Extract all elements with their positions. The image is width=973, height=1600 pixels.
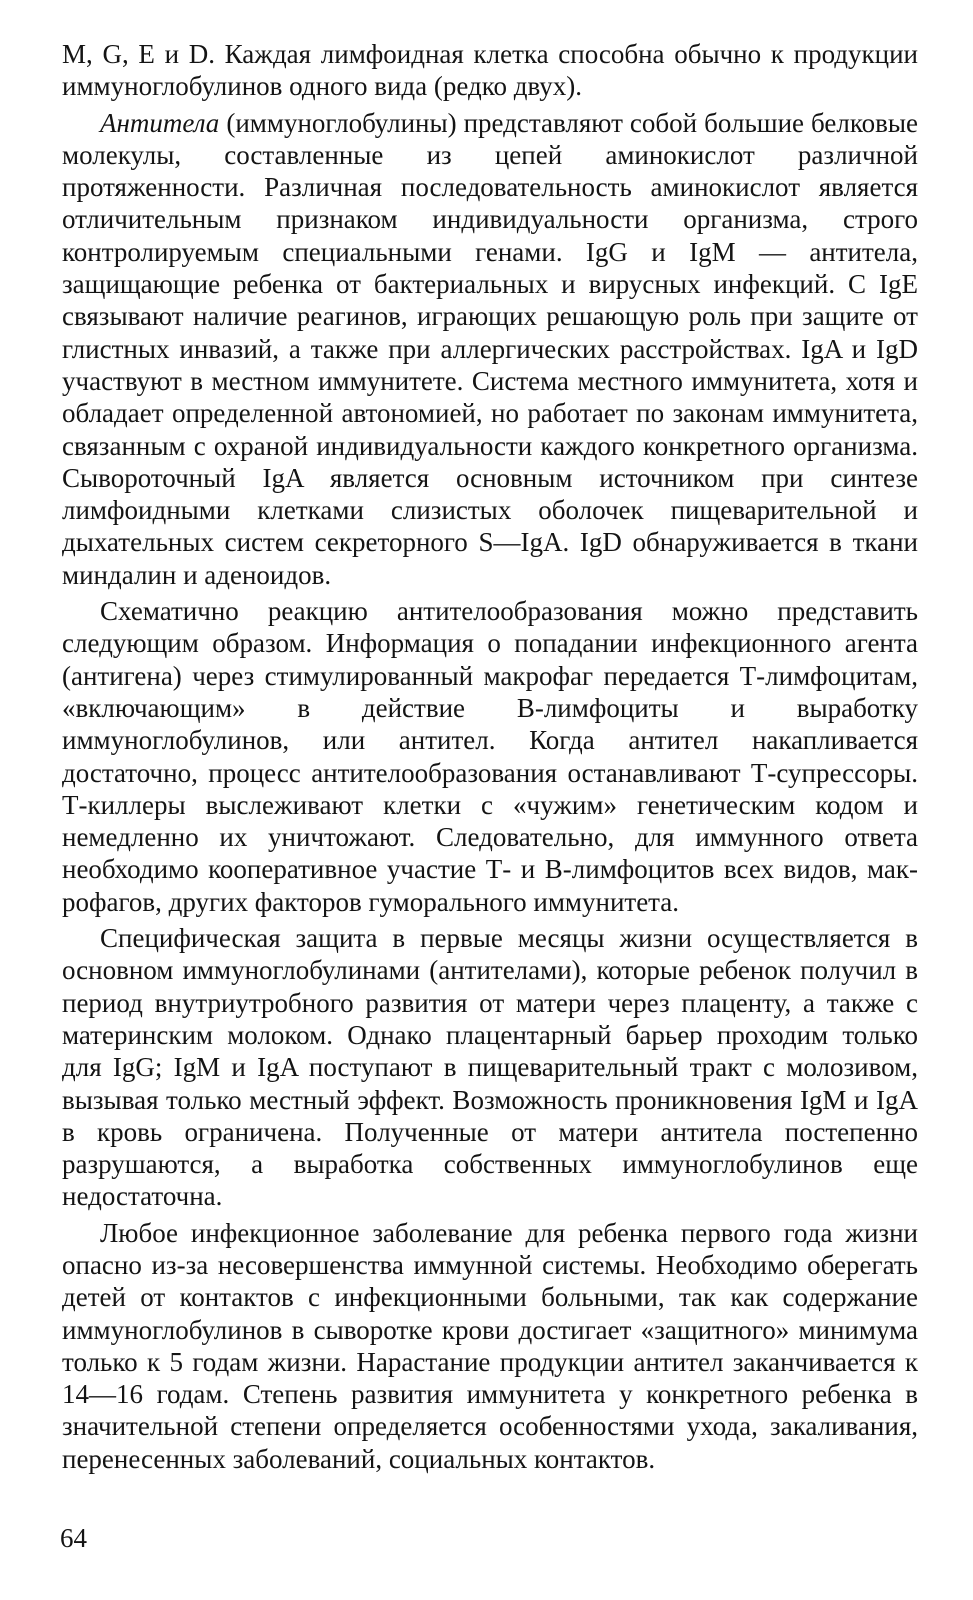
paragraph-3: Схематично реакцию антителообразования можно представить следующим образом. Информация о попадании инфекционного агента (антигена) через стимулированный макрофаг передается Т-лимфоцитам, «включающим» в действие В-лимфоциты и выработку иммуноглобулинов, или антител. Когда антител накапливается достаточно, процесс антителообразования останавливают Т-супрессоры. Т-киллеры выслеживают клетки с «чужим» генетическим кодом и немедленно их уничтожают. Следовательно, для иммунного ответа необходимо кооперативное участие Т- и В-лимфоцитов всех видов, макрофагов, других факторов гуморального иммунитета. (62, 596, 918, 917)
paragraph-4: Специфическая защита в первые месяцы жизни осуществляется в основном иммуноглобулинами (антителами), которые ребенок получил в период внутриутробного развития от матери через плаценту, а также с материнским молоком. Однако плацентарный барьер проходим только для IgG; IgM и IgA поступают в пищеварительный тракт с молозивом, вызывая только местный эффект. Возможность проникновения IgM и IgA в кровь ограничена. Полученные от матери антитела постепенно разрушаются, а выработка собственных иммуноглобулинов еще недостаточна. (62, 923, 918, 1212)
page-number: 64 (60, 1523, 87, 1553)
term-antibodies: Антитела (100, 107, 220, 138)
paragraph-5: Любое инфекционное заболевание для ребенка первого года жизни опасно из-за несовершенства иммунной системы. Необходимо оберегать детей от контактов с инфекционными больными, так как содержание иммуноглобулинов в сыворотке крови достигает «защитного» минимума только к 5 годам жизни. Нарастание продукции антител заканчивается к 14—16 годам. Степень развития иммунитета у конкретного ребенка в значительной степени определяется особенностями ухода, закаливания, перенесенных заболеваний, социальных контактов. (62, 1217, 918, 1474)
paragraph-2 (62, 107, 918, 591)
paragraph-1: M, G, E и D. Каждая лимфоидная клетка способна обычно к продукции иммуноглобулинов одного вида (редко двух). (62, 39, 918, 102)
paragraph-2-text: (иммуноглобулины) представляют собой большие белковые молекулы, составленные из цепей аминокислот различной протяженности. Различная последовательность аминокислот является отличительным признаком индивидуальности организма, строго контролируемым специальными генами. IgG и IgM — антитела, защищающие ребенка от бактериальных и вирусных инфекций. С IgE связывают наличие реагинов, играющих решающую роль при защите от глистных инвазий, а также при аллергических расстройствах. IgA и IgD участвуют в местном иммунитете. Система местного иммунитета, хотя и обладает определенной автономией, но работает по законам иммунитета, связанным с охраной индивидуальности каждого конкретного организма. Сывороточный IgA является основным источником при синтезе лимфоидными клетками слизистых оболочек пищеварительной и дыхательных систем секреторного S—IgA. IgD обнаруживается в ткани миндалин и аденоидов. (62, 107, 918, 590)
